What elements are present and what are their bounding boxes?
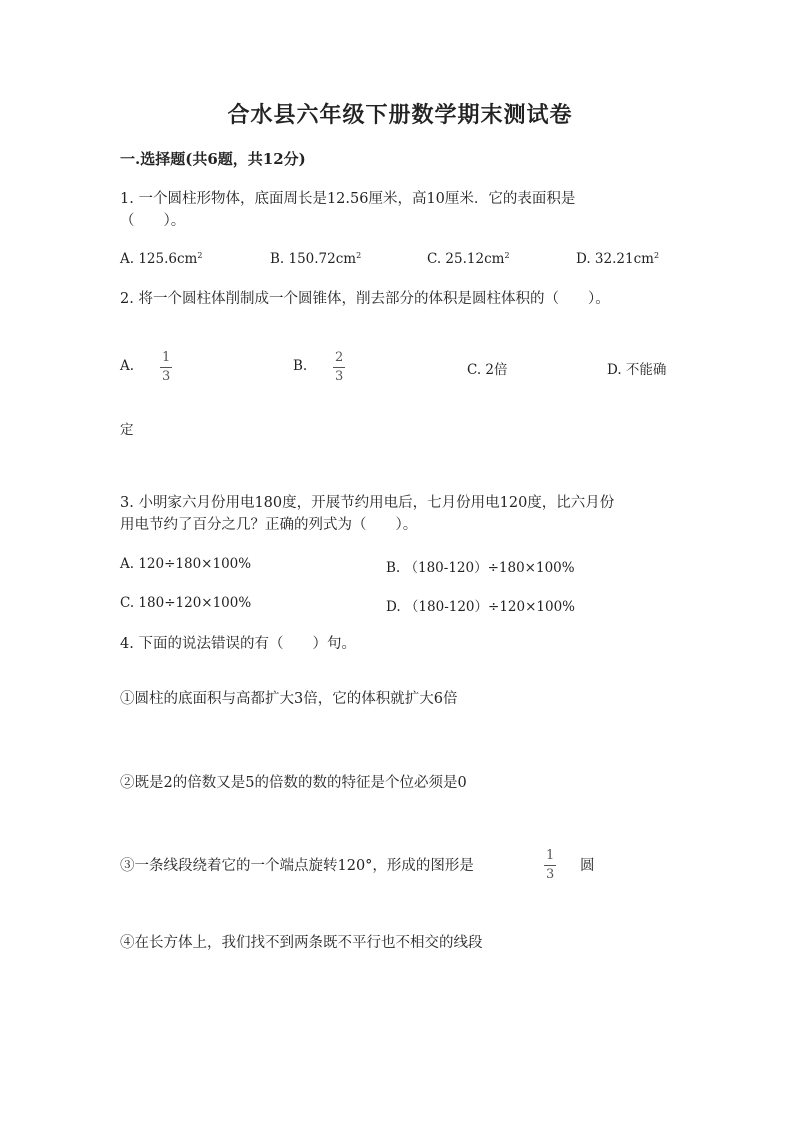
question-4-statement-3-fraction [544, 849, 556, 882]
question-1-option-b: B. $150.72cm^2$ [270, 251, 362, 267]
question-3-option-a: A. 120÷180×100% [120, 556, 252, 572]
question-1-option-a: A. $125.6cm^2$ [120, 251, 203, 267]
fraction-bar [544, 865, 556, 866]
question-4-statement-3-suffix: 圆 [580, 858, 595, 874]
fraction-numerator: 2 [335, 350, 344, 365]
question-1-option-d: D. $32.21cm^2$ [576, 251, 660, 267]
question-4-statement-3: ③一条线段绕着它的一个端点旋转120°，形成的图形是 [120, 858, 474, 874]
fraction-numerator: 1 [546, 848, 555, 863]
question-1-stem-line-2: （ ）。 [120, 213, 186, 229]
question-1-stem-line-1: 1. 一个圆柱形物体，底面周长是12.56厘米，高10厘米．它的表面积是 [120, 191, 576, 207]
question-4-statement-2: ②既是2的倍数又是5的倍数的数的特征是个位必须是0 [120, 775, 467, 791]
question-2-option-c: C. 2倍 [467, 362, 508, 378]
fraction-bar [333, 367, 345, 368]
question-3-option-d: D. （180-120）÷120×100% [386, 599, 576, 615]
fraction-numerator: 1 [162, 350, 171, 365]
fraction-denominator: 3 [162, 369, 171, 384]
fraction-denominator: 3 [546, 867, 555, 882]
question-1-option-c: C. $25.12cm^2$ [427, 251, 510, 267]
question-2-option-b-label: B. [293, 358, 308, 374]
question-3-option-c: C. 180÷120×100% [120, 595, 252, 611]
question-4-stem: 4. 下面的说法错误的有（ ）句。 [120, 636, 356, 652]
question-4-statement-4: ④在长方体上，我们找不到两条既不平行也不相交的线段 [120, 935, 483, 951]
fraction-bar [160, 367, 172, 368]
question-3-stem-line-1: 3. 小明家六月份用电180度，开展节约用电后，七月份用电120度，比六月份 [120, 495, 615, 511]
section-heading: 一.选择题(共6题，共12分) [120, 150, 306, 168]
question-2-option-a-label: A. [120, 358, 135, 374]
fraction-denominator: 3 [335, 369, 344, 384]
question-3-option-b: B. （180-120）÷180×100% [386, 560, 575, 576]
question-2-option-a-fraction [160, 351, 172, 384]
page-title: 合水县六年级下册数学期末测试卷 [227, 102, 573, 128]
question-2-option-b-fraction [333, 351, 345, 384]
question-2-stem: 2. 将一个圆柱体削制成一个圆锥体，削去部分的体积是圆柱体积的（ ）。 [120, 291, 610, 307]
question-4-statement-1: ①圆柱的底面积与高都扩大3倍，它的体积就扩大6倍 [120, 691, 458, 707]
question-3-stem-line-2: 用电节约了百分之几？正确的列式为（ ）。 [120, 517, 418, 533]
question-2-option-d-wrap: 定 [120, 422, 134, 438]
question-2-option-d: D. 不能确 [607, 362, 667, 378]
